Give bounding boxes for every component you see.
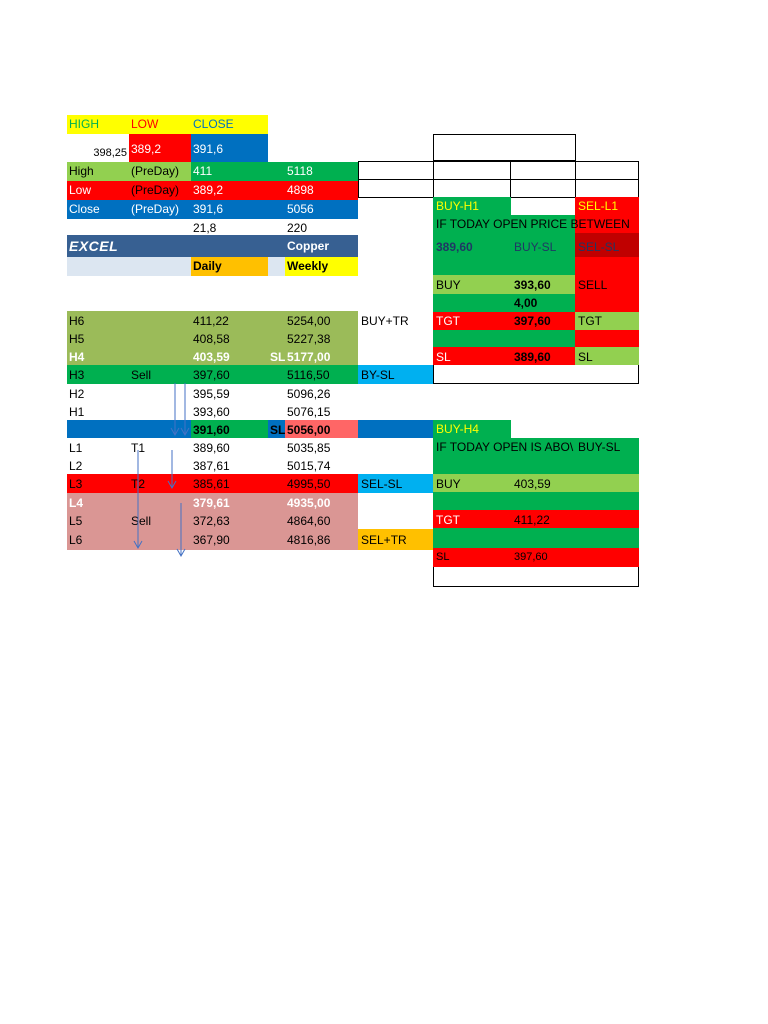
preday-low-daily: 389,2 <box>193 183 224 197</box>
diff-daily: 21,8 <box>193 221 217 235</box>
panel2-buy: BUY <box>436 477 461 491</box>
l1-daily: 389,60 <box>193 441 230 455</box>
h3-signal: BY-SL <box>361 368 395 382</box>
h5-weekly: 5227,38 <box>287 332 331 346</box>
period-weekly: Weekly <box>285 257 358 276</box>
grid-cell <box>575 161 639 180</box>
l1-weekly: 5035,85 <box>287 441 331 455</box>
h1-weekly: 5076,15 <box>287 405 331 419</box>
l3-weekly: 4995,50 <box>287 477 331 491</box>
l5-label: L5 <box>69 514 83 528</box>
sel-l1-label: SEL-L1 <box>575 197 639 215</box>
grid-cell <box>433 161 511 180</box>
h3-daily: 397,60 <box>193 368 230 382</box>
l3-label: L3 <box>69 477 83 491</box>
panel2-tgt-value: 411,22 <box>514 513 550 527</box>
l3-note: T2 <box>131 477 146 491</box>
panel2-buy-sl: BUY-SL <box>578 440 621 454</box>
header-low: LOW <box>129 115 191 134</box>
panel2-sl-value: 397,60 <box>514 551 548 563</box>
h5-label: H5 <box>69 332 85 346</box>
empty-header-cell <box>433 134 576 161</box>
l4-label: L4 <box>69 496 84 510</box>
h6-signal: BUY+TR <box>361 314 409 328</box>
panel1-sl: SL <box>436 350 451 364</box>
h4-sl: SL <box>270 350 286 364</box>
pivot-weekly: 5056,00 <box>287 423 331 437</box>
l3-signal: SEL-SL <box>361 477 403 491</box>
price-close: 391,6 <box>191 134 268 162</box>
l4-daily: 379,61 <box>193 496 230 510</box>
panel1-price: 389,60 <box>436 240 473 254</box>
grid-cell <box>575 179 639 198</box>
panel1-sl-value: 389,60 <box>514 350 551 364</box>
pivot-daily: 391,60 <box>193 423 230 437</box>
price-low: 389,2 <box>129 134 191 162</box>
condition-between: IF TODAY OPEN PRICE BETWEEN <box>436 217 630 231</box>
price-mid: 398,25 <box>93 147 127 159</box>
preday-high-tag: (PreDay) <box>131 164 180 178</box>
preday-close-weekly: 5056 <box>287 202 314 216</box>
l5-note: Sell <box>131 514 152 528</box>
preday-high-daily: 411 <box>193 164 213 178</box>
header-close: CLOSE <box>191 115 268 134</box>
l5-daily: 372,63 <box>193 514 230 528</box>
l3-daily: 385,61 <box>193 477 230 491</box>
h4-label: H4 <box>69 350 85 364</box>
preday-high-label: High <box>69 164 94 178</box>
pivot-sl: SL <box>270 423 286 437</box>
commodity-label: Copper <box>287 239 329 253</box>
h3-label: H3 <box>69 368 85 382</box>
condition-above: IF TODAY OPEN IS ABO\ <box>436 440 574 454</box>
panel1-gap: 4,00 <box>514 296 538 310</box>
l1-label: L1 <box>69 441 83 455</box>
h3-weekly: 5116,50 <box>287 368 330 382</box>
panel2-sl: SL <box>436 551 450 563</box>
grid-cell <box>358 179 434 198</box>
arrow-head <box>177 549 185 556</box>
grid-cell <box>358 161 434 180</box>
h6-daily: 411,22 <box>193 314 229 328</box>
l2-weekly: 5015,74 <box>287 459 331 473</box>
grid-cell <box>510 179 576 198</box>
excel-logo: EXCEL <box>69 238 119 254</box>
panel1-sl-right: SL <box>578 350 593 364</box>
l2-daily: 387,61 <box>193 459 230 473</box>
h1-daily: 393,60 <box>193 405 230 419</box>
panel1-tgt-right: TGT <box>578 314 602 328</box>
h6-label: H6 <box>69 314 85 328</box>
l6-weekly: 4816,86 <box>287 533 331 547</box>
preday-low-tag: (PreDay) <box>131 183 180 197</box>
panel1-buy-value: 393,60 <box>514 278 551 292</box>
preday-close-daily: 391,6 <box>193 202 224 216</box>
grid-cell <box>510 161 576 180</box>
l6-label: L6 <box>69 533 83 547</box>
preday-high-weekly: 5118 <box>287 164 313 178</box>
l1-note: T1 <box>131 441 146 455</box>
panel1-buy-sl: BUY-SL <box>514 240 557 254</box>
panel1-tgt-value: 397,60 <box>514 314 551 328</box>
panel1-bottom-row <box>433 365 639 384</box>
l2-label: L2 <box>69 459 83 473</box>
h6-weekly: 5254,00 <box>287 314 331 328</box>
grid-cell <box>433 179 511 198</box>
panel1-sel-sl: SEL-SL <box>578 240 620 254</box>
h2-label: H2 <box>69 387 85 401</box>
preday-close-tag: (PreDay) <box>131 202 180 216</box>
header-high: HIGH <box>67 115 129 134</box>
panel1-sell: SELL <box>578 278 608 292</box>
h3-note: Sell <box>131 368 152 382</box>
h1-label: H1 <box>69 405 85 419</box>
h4-daily: 403,59 <box>193 350 230 364</box>
period-daily: Daily <box>191 257 268 276</box>
h2-weekly: 5096,26 <box>287 387 331 401</box>
buy-h4-label: BUY-H4 <box>433 420 511 438</box>
panel1-buy: BUY <box>436 278 461 292</box>
l4-weekly: 4935,00 <box>287 496 331 510</box>
h4-weekly: 5177,00 <box>287 350 331 364</box>
l6-daily: 367,90 <box>193 533 230 547</box>
preday-close-label: Close <box>69 202 100 216</box>
buy-h1-label: BUY-H1 <box>433 197 511 215</box>
diff-weekly: 220 <box>287 221 308 235</box>
panel2-tgt: TGT <box>436 513 460 527</box>
l5-weekly: 4864,60 <box>287 514 331 528</box>
preday-low-weekly: 4898 <box>287 183 314 197</box>
panel1-tgt: TGT <box>436 314 460 328</box>
preday-low-label: Low <box>69 183 92 197</box>
l6-signal: SEL+TR <box>361 533 407 547</box>
panel2-bottom-row <box>433 567 639 587</box>
h2-daily: 395,59 <box>193 387 230 401</box>
panel2-buy-value: 403,59 <box>514 477 551 491</box>
h5-daily: 408,58 <box>193 332 230 346</box>
